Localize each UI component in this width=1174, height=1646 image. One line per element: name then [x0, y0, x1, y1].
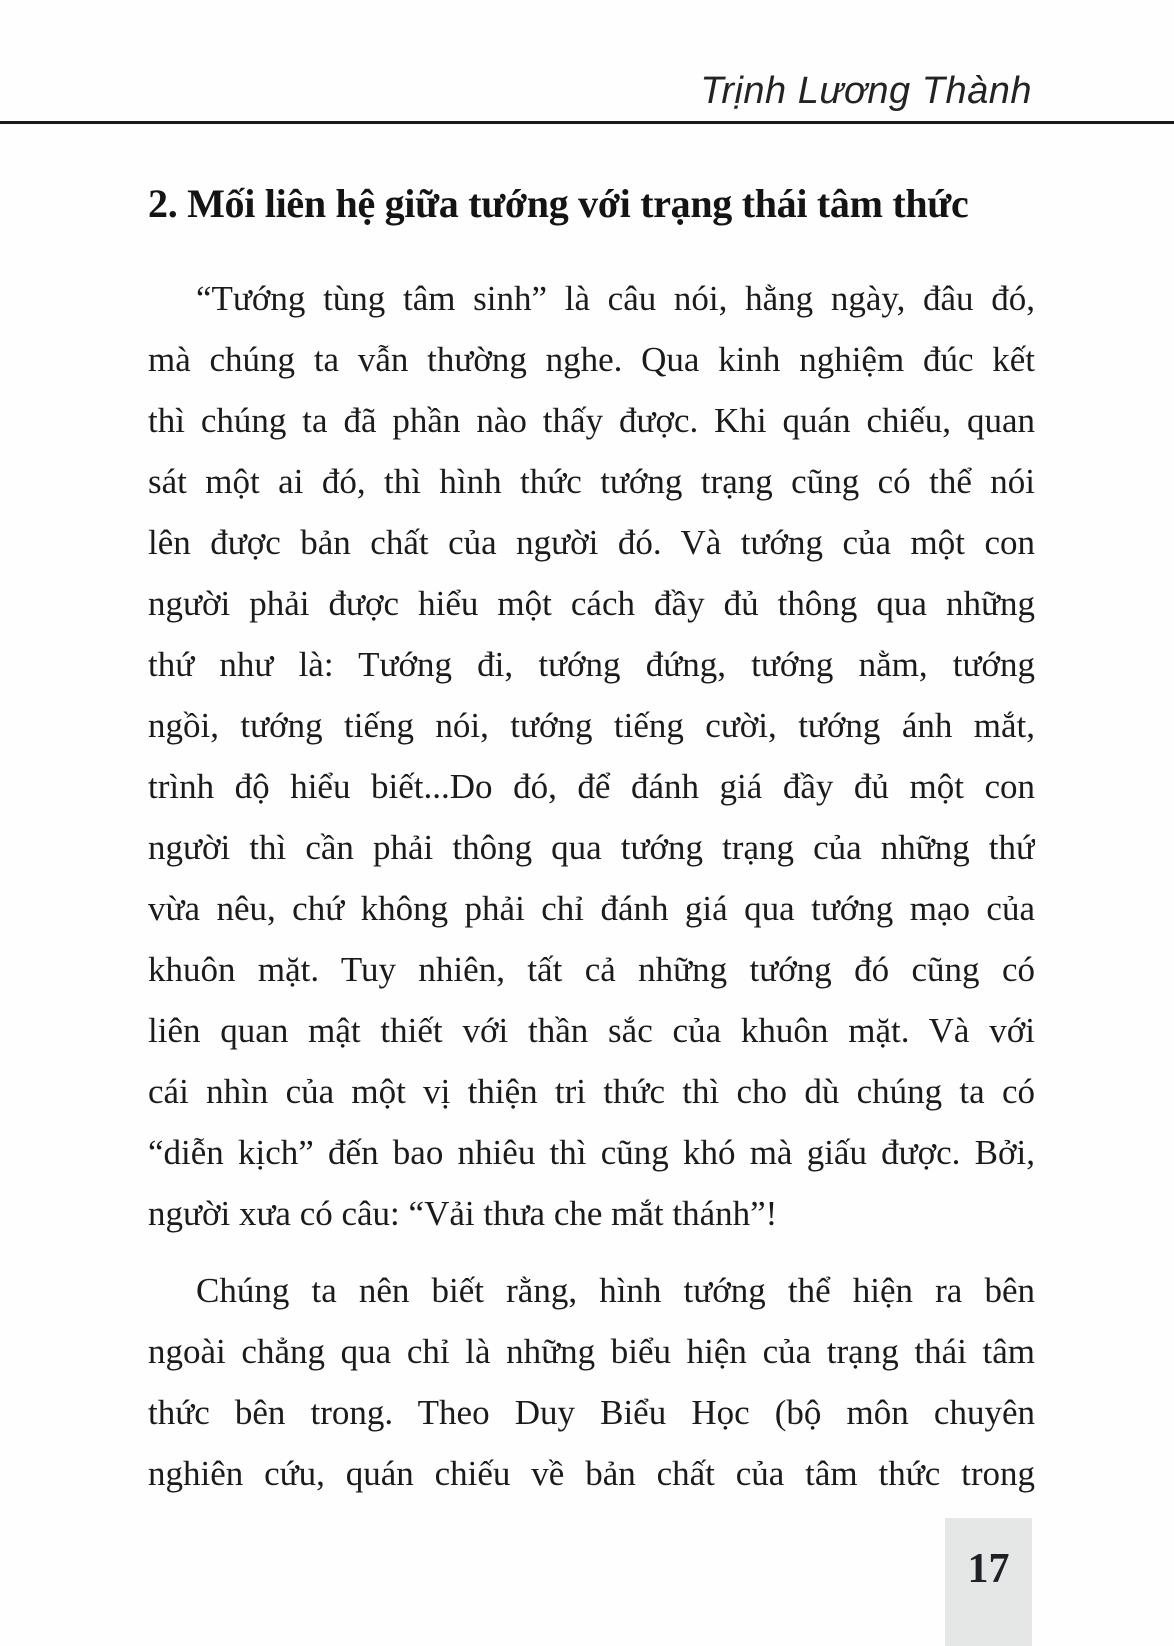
text-line: thức bên trong. Theo Duy Biểu Học (bộ môn chuyên	[148, 1393, 1035, 1432]
text-line: trình độ hiểu biết...Do đó, để đánh giá đầy đủ một con	[148, 767, 1035, 806]
text-line: “Tướng tùng tâm sinh” là câu nói, hằng ngày, đâu đó,	[196, 279, 1035, 318]
section-heading: 2. Mối liên hệ giữa tướng với trạng thái tâm thức	[148, 181, 969, 226]
text-line: sát một ai đó, thì hình thức tướng trạng cũng có thể nói	[148, 462, 1035, 501]
text-line: người thì cần phải thông qua tướng trạng của những thứ	[148, 828, 1035, 867]
paragraph-2	[148, 1260, 1035, 1504]
text-line: nghiên cứu, quán chiếu về bản chất của tâm thức trong	[148, 1454, 1035, 1493]
text-line: ngồi, tướng tiếng nói, tướng tiếng cười, tướng ánh mắt,	[148, 706, 1035, 745]
text-line: lên được bản chất của người đó. Và tướng của một con	[148, 523, 1035, 562]
text-line: thì chúng ta đã phần nào thấy được. Khi quán chiếu, quan	[148, 401, 1035, 440]
paragraph-1	[148, 268, 1035, 1244]
text-line: liên quan mật thiết với thần sắc của khuôn mặt. Và với	[148, 1011, 1035, 1050]
text-line: ngoài chẳng qua chỉ là những biểu hiện của trạng thái tâm	[148, 1332, 1035, 1371]
text-line: “diễn kịch” đến bao nhiêu thì cũng khó mà giấu được. Bởi,	[148, 1133, 1035, 1172]
text-line: thứ như là: Tướng đi, tướng đứng, tướng nằm, tướng	[148, 645, 1035, 684]
header-rule	[0, 121, 1174, 124]
text-line: người phải được hiểu một cách đầy đủ thông qua những	[148, 584, 1035, 623]
running-header-author: Trịnh Lương Thành	[700, 70, 1032, 112]
text-line: người xưa có câu: “Vải thưa che mắt thánh”!	[148, 1194, 778, 1233]
text-line: vừa nêu, chứ không phải chỉ đánh giá qua tướng mạo của	[148, 889, 1035, 928]
text-line: mà chúng ta vẫn thường nghe. Qua kinh nghiệm đúc kết	[148, 340, 1035, 379]
body-text	[148, 268, 1035, 1504]
text-line: khuôn mặt. Tuy nhiên, tất cả những tướng đó cũng có	[148, 950, 1035, 989]
text-line: cái nhìn của một vị thiện tri thức thì cho dù chúng ta có	[148, 1072, 1035, 1111]
text-line: Chúng ta nên biết rằng, hình tướng thể hiện ra bên	[196, 1271, 1035, 1310]
page-number-box	[945, 1518, 1032, 1646]
page-number: 17	[967, 1546, 1010, 1592]
